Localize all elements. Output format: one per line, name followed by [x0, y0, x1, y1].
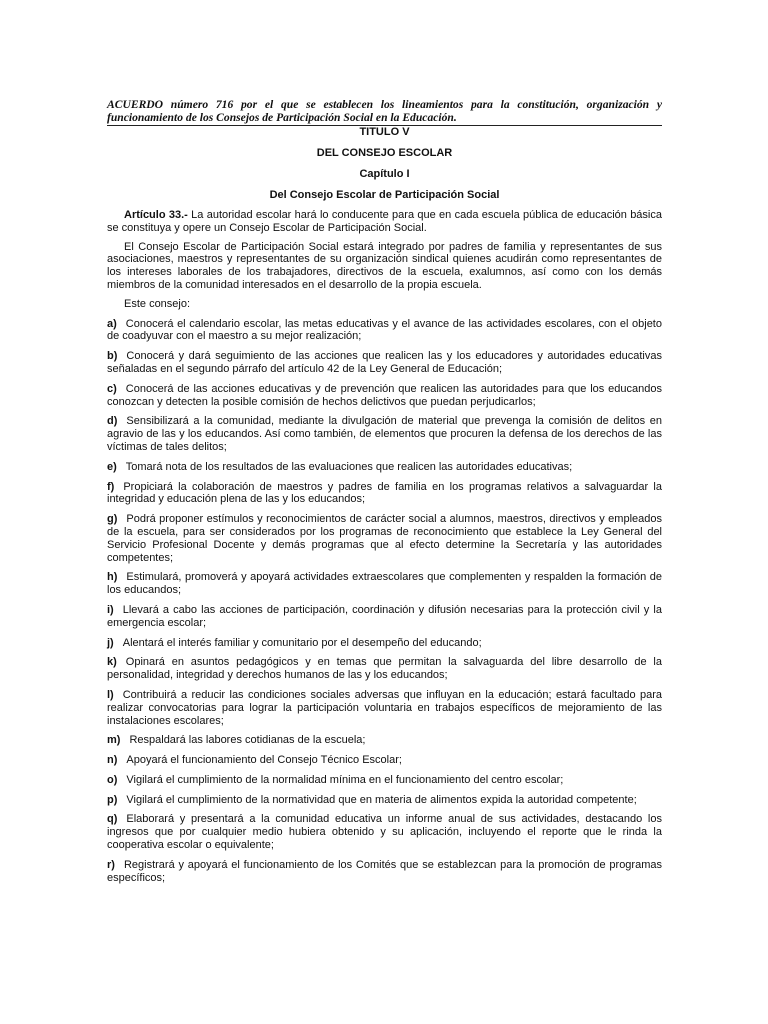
item-text: Elaborará y presentará a la comunidad educativa un informe anual de sus actividades, destacando los ingresos que por cualquier medio hubiera obtenido y su aplicación, incluyendo el reporte que le rinda la cooperativa escolar o equivalente;: [107, 813, 662, 852]
document-page: [107, 98, 662, 884]
item-text: Respaldará las labores cotidianas de la escuela;: [129, 734, 366, 747]
list-item: [107, 637, 662, 650]
item-text: Registrará y apoyará el funcionamiento de los Comités que se establezcan para la promoción de programas específicos;: [107, 858, 662, 884]
paragraph-2: El Consejo Escolar de Participación Social estará integrado por padres de familia y representantes de sus asociaciones, maestros y representantes de su organización sindical quienes acudirán como representantes de los intereses laborales de los trabajadores, directivos de la escuela, exalumnos, así como con los demás miembros de la comunidad interesados en el desarrollo de la propia escuela.: [107, 240, 662, 291]
item-label: q): [107, 813, 118, 826]
item-label: e): [107, 460, 117, 473]
document-header: ACUERDO número 716 por el que se establecen los lineamientos para la constitución, organización y funcionamiento de los Consejos de Participación Social en la Educación.: [107, 98, 662, 124]
list-item: [107, 859, 662, 885]
item-label: d): [107, 415, 118, 428]
item-text: Vigilará el cumplimiento de la normatividad que en materia de alimentos expida la autoridad competente;: [126, 793, 637, 806]
item-text: Contribuirá a reducir las condiciones sociales adversas que influyan en la educación; estará facultado para realizar convocatorias para lograr la participación voluntaria en trabajos específicos de mejoramiento de las instalaciones escolares;: [107, 688, 662, 727]
item-text: Alentará el interés familiar y comunitario por el desempeño del educando;: [122, 636, 482, 649]
item-text: Tomará nota de los resultados de las evaluaciones que realicen las autoridades educativas;: [125, 460, 573, 473]
list-item: [107, 461, 662, 474]
item-text: Conocerá y dará seguimiento de las acciones que realicen las y los educadores y autoridades educativas señaladas en el segundo párrafo del artículo 42 de la Ley General de Educación;: [107, 350, 662, 375]
item-label: r): [107, 858, 115, 871]
item-label: f): [107, 480, 115, 493]
article-label: Artículo 33.-: [124, 209, 188, 221]
list-item: [107, 813, 662, 851]
document-body: [107, 209, 662, 884]
item-label: h): [107, 571, 118, 584]
list-item: [107, 481, 662, 507]
consejo-heading: DEL CONSEJO ESCOLAR: [316, 147, 453, 159]
list-item: [107, 513, 662, 564]
list-item: [107, 571, 662, 597]
item-label: o): [107, 773, 118, 786]
item-text: Propiciará la colaboración de maestros y padres de familia en los programas relativos a salvaguardar la integridad y educación plena de las y los educandos;: [107, 480, 662, 506]
item-text: Podrá proponer estímulos y reconocimientos de carácter social a alumnos, maestros, directivos y empleados de la escuela, para ser considerados por los programas de reconocimiento que establece la Ley General del Servicio Profesional Docente y demás programas que al efecto determine la Secretaría y las autoridades competentes;: [107, 513, 662, 564]
list-item: [107, 415, 662, 453]
item-text: Estimulará, promoverá y apoyará actividades extraescolares que complementen y respalden la formación de los educandos;: [107, 571, 662, 597]
item-label: c): [107, 382, 117, 395]
item-text: Sensibilizará a la comunidad, mediante la divulgación de material que prevenga la comisión de delitos en agravio de las y los educandos. Así como también, de elementos que procuren la defensa de los derechos de las víctimas de tales delitos;: [107, 415, 662, 453]
list-item: [107, 689, 662, 727]
item-text: Vigilará el cumplimiento de la normalidad mínima en el funcionamiento del centro escolar;: [126, 773, 564, 786]
item-label: a): [107, 317, 117, 330]
list-item: [107, 383, 662, 409]
list-item: [107, 656, 662, 682]
list-item: [107, 794, 662, 807]
item-label: p): [107, 793, 118, 806]
item-label: k): [107, 656, 117, 669]
item-label: l): [107, 688, 114, 701]
list-item: [107, 318, 662, 344]
item-text: Conocerá el calendario escolar, las metas educativas y el avance de las actividades escolares, con el objeto de coadyuvar con el maestro a su mejor realización;: [107, 317, 662, 343]
titulo-heading: TITULO V: [359, 126, 410, 138]
item-text: Conocerá de las acciones educativas y de prevención que realicen las autoridades para que los educandos conozcan y detecten la posible comisión de hechos delictivos que puedan perjudicarlos;: [107, 382, 662, 408]
list-item: [107, 350, 662, 376]
item-label: n): [107, 754, 118, 767]
item-text: Llevará a cabo las acciones de participación, coordinación y difusión necesarias para la protección civil y la emergencia escolar;: [107, 603, 662, 629]
items-list: [107, 318, 662, 885]
item-label: m): [107, 734, 121, 747]
item-label: j): [107, 636, 114, 649]
article-paragraph: [107, 209, 662, 235]
list-item: [107, 774, 662, 787]
item-text: Opinará en asuntos pedagógicos y en temas que permitan la salvaguarda del libre desarrollo de la personalidad, integridad y derechos humanos de las y los educandos;: [107, 656, 662, 682]
article-text: La autoridad escolar hará lo conducente para que en cada escuela pública de educación básica se constituya y opere un Consejo Escolar de Participación Social.: [107, 209, 662, 234]
list-item: [107, 754, 662, 767]
subtitle-heading: Del Consejo Escolar de Participación Social: [269, 189, 500, 201]
item-text: Apoyará el funcionamiento del Consejo Técnico Escolar;: [126, 754, 402, 767]
capitulo-heading: Capítulo I: [359, 168, 410, 180]
list-item: [107, 604, 662, 630]
item-label: b): [107, 350, 118, 363]
list-item: [107, 734, 662, 747]
intro-paragraph: Este consejo:: [124, 297, 191, 310]
item-label: i): [107, 603, 114, 616]
item-label: g): [107, 513, 118, 526]
titles-block: [107, 126, 662, 201]
